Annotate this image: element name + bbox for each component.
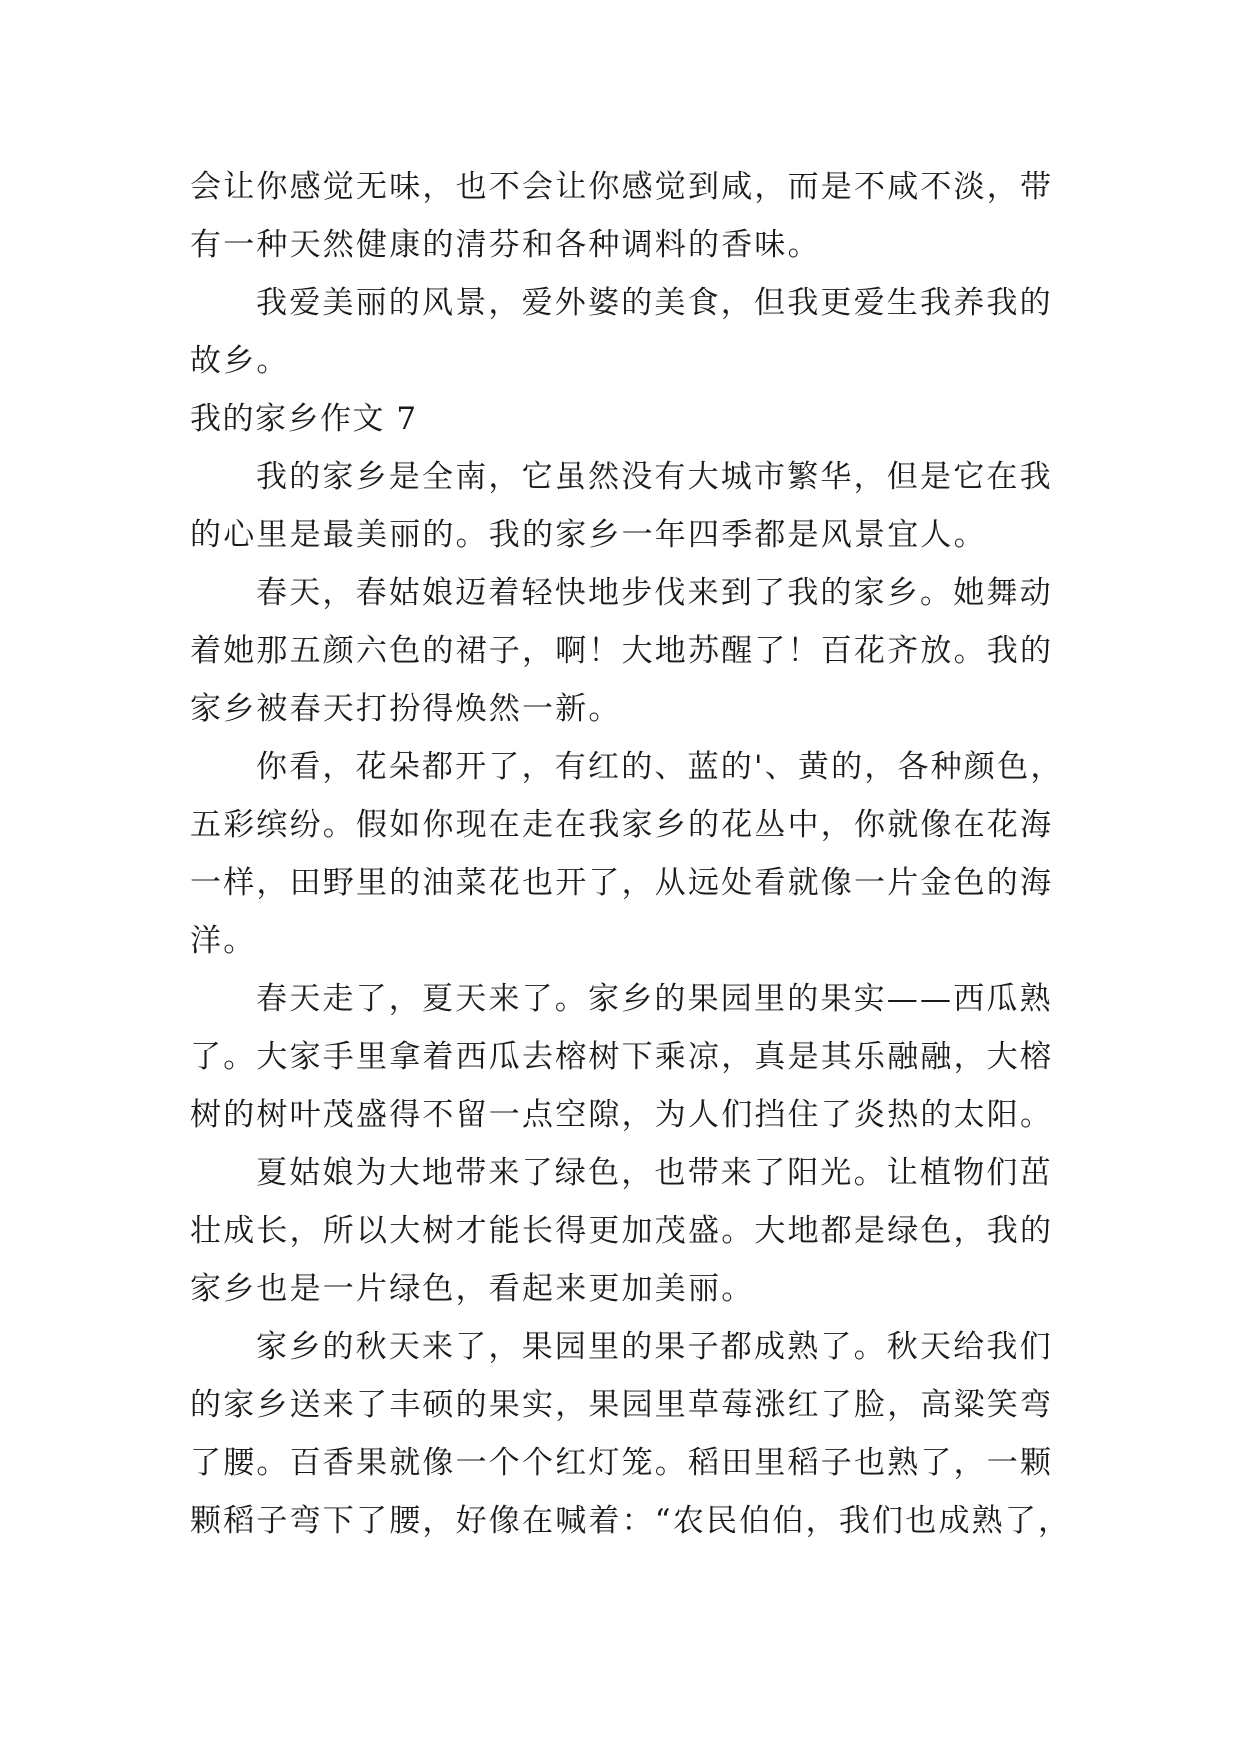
text-line: 壮成长，所以大树才能长得更加茂盛。大地都是绿色，我的: [190, 1213, 1054, 1249]
paragraph-start-line: 你看，花朵都开了，有红的、蓝的'、黄的，各种颜色，: [256, 749, 1064, 785]
text-line: 树的树叶茂盛得不留一点空隙，为人们挡住了炎热的太阳。: [190, 1097, 1054, 1133]
text-line: 会让你感觉无味，也不会让你感觉到咸，而是不咸不淡，带: [190, 169, 1054, 205]
paragraph-start-line: 家乡的秋天来了，果园里的果子都成熟了。秋天给我们: [256, 1329, 1053, 1365]
text-line: 家乡被春天打扮得焕然一新。: [190, 691, 622, 727]
text-line: 的心里是最美丽的。我的家乡一年四季都是风景宜人。: [190, 517, 987, 553]
text-line: 五彩缤纷。假如你现在走在我家乡的花丛中，你就像在花海: [190, 807, 1054, 843]
text-line: 有一种天然健康的清芬和各种调料的香味。: [190, 227, 821, 263]
text-line: 故乡。: [190, 343, 290, 379]
text-line: 的家乡送来了丰硕的果实，果园里草莓涨红了脸，高粱笑弯: [190, 1387, 1054, 1423]
section-heading: 我的家乡作文 7: [190, 401, 418, 437]
text-line: 一样，田野里的油菜花也开了，从远处看就像一片金色的海: [190, 865, 1054, 901]
text-line: 洋。: [190, 923, 257, 959]
text-line: 颗稻子弯下了腰，好像在喊着：“农民伯伯，我们也成熟了，: [190, 1503, 1072, 1539]
text-line: 了。大家手里拿着西瓜去榕树下乘凉，真是其乐融融，大榕: [190, 1039, 1054, 1075]
text-line: 了腰。百香果就像一个个红灯笼。稻田里稻子也熟了，一颗: [190, 1445, 1054, 1481]
paragraph-start-line: 春天，春姑娘迈着轻快地步伐来到了我的家乡。她舞动: [256, 575, 1053, 611]
paragraph-start-line: 春天走了，夏天来了。家乡的果园里的果实——西瓜熟: [256, 981, 1053, 1017]
text-line: 着她那五颜六色的裙子，啊！大地苏醒了！百花齐放。我的: [190, 633, 1054, 669]
text-line: 家乡也是一片绿色，看起来更加美丽。: [190, 1271, 755, 1307]
paragraph-start-line: 夏姑娘为大地带来了绿色，也带来了阳光。让植物们茁: [256, 1155, 1053, 1191]
document-page: [190, 158, 1070, 1550]
paragraph-start-line: 我的家乡是全南，它虽然没有大城市繁华，但是它在我: [256, 459, 1053, 495]
paragraph-start-line: 我爱美丽的风景，爱外婆的美食，但我更爱生我养我的: [256, 285, 1053, 321]
